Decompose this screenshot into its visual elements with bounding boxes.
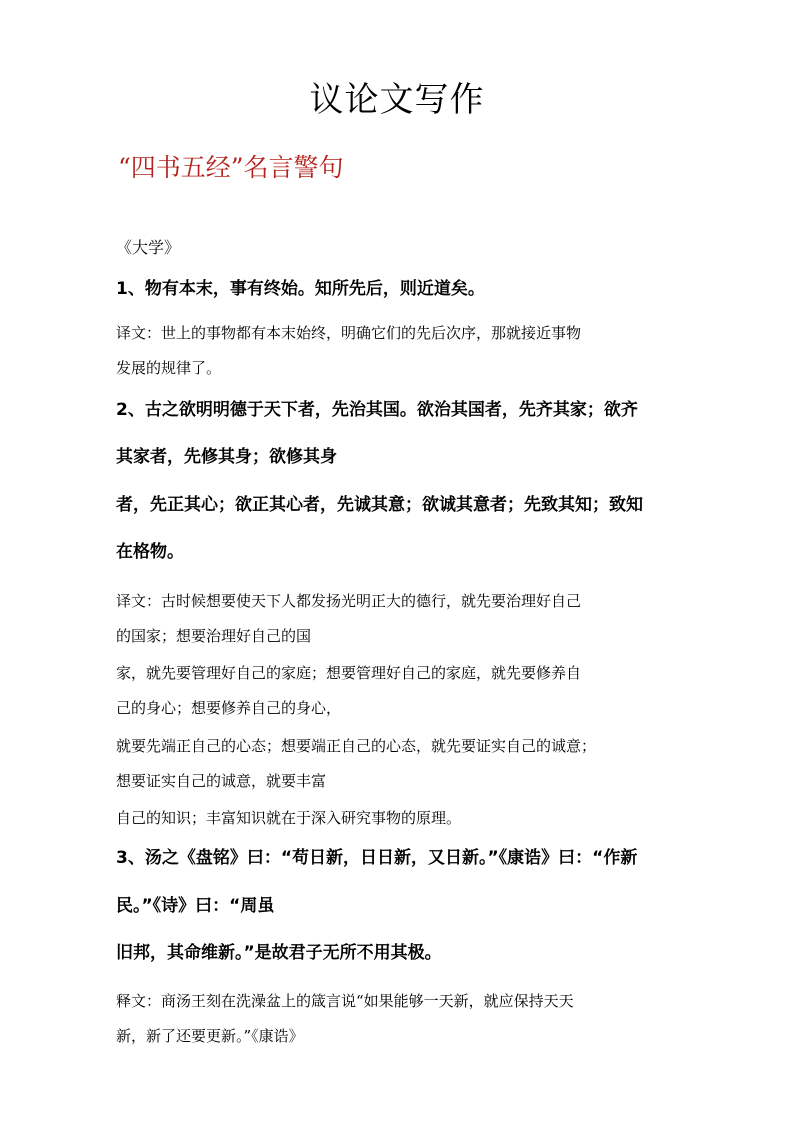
translation-line: 释文：商汤王刻在洗澡盆上的箴言说“如果能够一天新，就应保持天天 [116, 992, 574, 1010]
translation-line: 家，就先要管理好自己的家庭；想要管理好自己的家庭，就先要修养自 [116, 664, 582, 682]
translation-line: 新，新了还要更新。”《康诰》 [116, 1027, 304, 1045]
quote-line: 其家者，先修其身；欲修其身 [116, 447, 337, 467]
translation-line: 己的身心；想要修养自己的身心， [116, 699, 342, 717]
translation-line: 译文：世上的事物都有本末始终，明确它们的先后次序，那就接近事物 [116, 324, 582, 342]
quote-line: 2、古之欲明明德于天下者，先治其国。欲治其国者，先齐其家；欲齐 [116, 400, 638, 420]
translation-line: 就要先端正自己的心态；想要端正自己的心态，就先要证实自己的诚意； [116, 737, 597, 755]
quote-line: 1、物有本末，事有终始。知所先后，则近道矣。 [116, 279, 485, 299]
translation-line: 发展的规律了。 [116, 359, 222, 377]
section-subtitle: “四书五经”名言警句 [118, 153, 344, 182]
quote-line: 民。”《诗》曰：“周虽 [116, 896, 275, 916]
quote-line: 者，先正其心；欲正其心者，先诚其意；欲诚其意者；先致其知；致知 [116, 495, 643, 515]
quote-line: 在格物。 [116, 542, 184, 562]
book-heading: 《大学》 [116, 238, 181, 257]
translation-line: 自己的知识；丰富知识就在于深入研究事物的原理。 [116, 809, 462, 827]
translation-line: 的国家；想要治理好自己的国 [116, 627, 312, 645]
translation-line: 想要证实自己的诚意，就要丰富 [116, 772, 327, 790]
document-title: 议论文写作 [309, 80, 485, 120]
quote-line: 3、汤之《盘铭》曰：“苟日新，日日新，又日新。”《康诰》曰：“作新 [116, 848, 638, 868]
translation-line: 译文：古时候想要使天下人都发扬光明正大的德行，就先要治理好自己 [116, 592, 582, 610]
quote-line: 旧邦，其命维新。”是故君子无所不用其极。 [116, 943, 442, 963]
